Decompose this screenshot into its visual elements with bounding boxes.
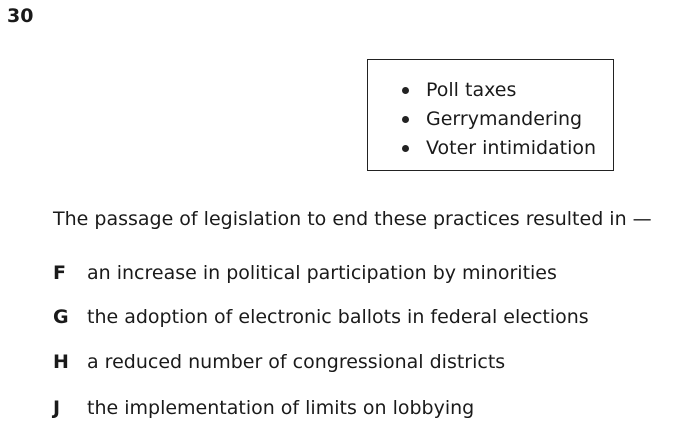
choice-letter: H	[53, 351, 69, 373]
list-item	[402, 76, 596, 105]
choice-text: the implementation of limits on lobbying	[87, 397, 475, 419]
bullet-icon	[402, 145, 409, 152]
question-number: 30	[7, 5, 34, 27]
choice-text: the adoption of electronic ballots in federal elections	[87, 306, 589, 328]
list-item-text: Voter intimidation	[426, 137, 597, 159]
choice-text: an increase in political participation by minorities	[87, 262, 557, 284]
list-item-text: Gerrymandering	[426, 108, 583, 130]
choice-letter: F	[53, 262, 66, 284]
bullet-icon	[402, 87, 409, 94]
practices-box	[367, 59, 614, 171]
choice-letter: J	[53, 397, 61, 419]
choice-letter: G	[53, 306, 69, 328]
question-stem: The passage of legislation to end these practices resulted in —	[53, 208, 652, 230]
list-item	[402, 134, 596, 163]
list-item	[402, 105, 596, 134]
list-item-text: Poll taxes	[426, 79, 517, 101]
choice-text: a reduced number of congressional districts	[87, 351, 506, 373]
bullet-icon	[402, 116, 409, 123]
practices-list	[402, 76, 596, 163]
